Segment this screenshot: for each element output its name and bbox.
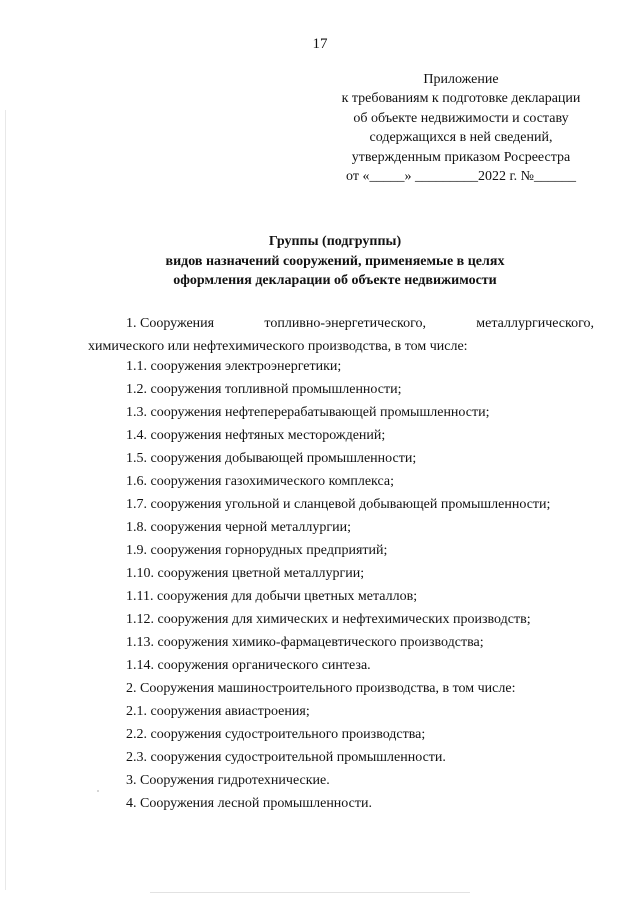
scan-speck — [97, 790, 99, 792]
intro-paragraph — [88, 312, 594, 358]
list-item: 2. Сооружения машиностроительного производства, в том числе: — [126, 681, 516, 696]
list-item: 2.3. сооружения судостроительной промышленности. — [126, 750, 446, 765]
appendix-line: утвержденным приказом Росреестра — [351, 149, 571, 165]
appendix-line: к требованиям к подготовке декларации — [341, 91, 581, 107]
list-item: 3. Сооружения гидротехнические. — [126, 773, 330, 788]
scan-bottom-mark — [150, 892, 470, 893]
appendix-line: от «_____» _________2022 г. №______ — [346, 169, 576, 185]
appendix-line: Приложение — [423, 72, 499, 87]
list-item: 1.5. сооружения добывающей промышленности; — [126, 451, 417, 466]
appendix-line: содержащихся в ней сведений, — [369, 130, 553, 146]
title-line: видов назначений сооружений, применяемые в целях — [165, 253, 505, 269]
list-item: 1.4. сооружения нефтяных месторождений; — [126, 428, 386, 443]
list-item: 2.2. сооружения судостроительного производства; — [126, 727, 426, 742]
intro-first-line — [88, 312, 594, 335]
appendix-line: об объекте недвижимости и составу — [353, 110, 569, 126]
list-item: 4. Сооружения лесной промышленности. — [126, 796, 372, 811]
intro-word: топливно-энергетического, — [264, 316, 426, 331]
appendix-header — [330, 70, 592, 186]
title-line: Группы (подгруппы) — [268, 234, 402, 249]
list-item: 1.1. сооружения электроэнергетики; — [126, 359, 342, 374]
list-item: 1.10. сооружения цветной металлургии; — [126, 566, 365, 581]
list-item: 1.14. сооружения органического синтеза. — [126, 658, 371, 673]
title-line: оформления декларации об объекте недвижимости — [173, 273, 497, 288]
intro-word: 1. Сооружения — [126, 316, 215, 331]
scan-edge-mark — [5, 110, 6, 890]
list-item: 1.7. сооружения угольной и сланцевой добывающей промышленности; — [126, 497, 551, 512]
list-item: 1.9. сооружения горнорудных предприятий; — [126, 543, 388, 558]
list-item: 1.8. сооружения черной металлургии; — [126, 520, 351, 535]
list-item: 1.12. сооружения для химических и нефтехимических производств; — [126, 612, 531, 627]
list-item: 1.11. сооружения для добычи цветных металлов; — [126, 589, 418, 604]
page-number: 17 — [312, 36, 328, 52]
list-item: 2.1. сооружения авиастроения; — [126, 704, 310, 719]
document-title — [150, 232, 520, 291]
intro-continuation: химического или нефтехимического производства, в том числе: — [88, 339, 468, 354]
list-item: 1.3. сооружения нефтеперерабатывающей промышленности; — [126, 405, 490, 420]
list-item: 1.6. сооружения газохимического комплекса; — [126, 474, 394, 489]
intro-word: металлургического, — [476, 316, 594, 331]
list-item: 1.13. сооружения химико-фармацевтического производства; — [126, 635, 484, 650]
list-item: 1.2. сооружения топливной промышленности; — [126, 382, 402, 397]
